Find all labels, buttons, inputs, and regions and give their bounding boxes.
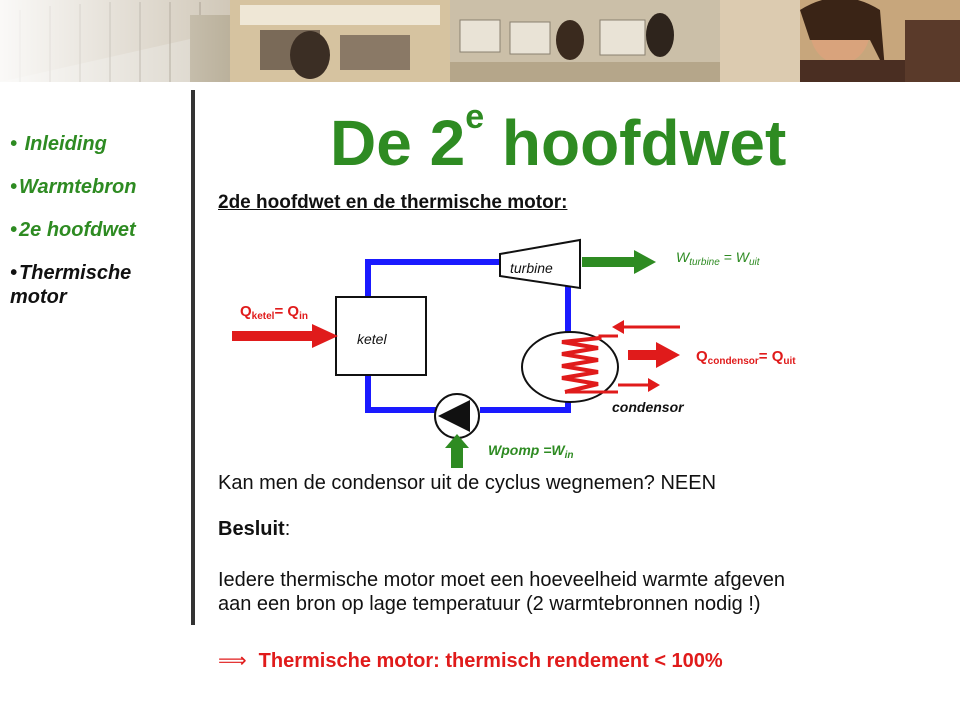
condensor-label: condensor [612,399,684,415]
w-turbine-label: $W_{turbine} = W_{uit}$ [676,249,760,268]
w-pomp-label: Wpomp $=W_{in}$ [488,442,574,461]
besluit-colon: : [284,518,291,540]
condensor-out-arrow [618,378,660,392]
nav-item-inleiding[interactable] [10,132,180,156]
banner-photo [0,0,960,82]
nav-item-label: 2e hoofdwet [19,219,136,241]
section-subtitle: 2de hoofdwet en de thermische motor: [218,192,568,213]
header-banner [0,0,960,82]
q-condensor-arrow [628,342,680,368]
q-ketel-arrow [232,324,338,348]
result-text: Thermische motor: thermisch rendement < 100% [258,650,723,672]
ketel-label: ketel [357,331,387,347]
nav-bullet: • [10,262,18,284]
conclusion-text [218,568,785,616]
nav-item-warmtebron[interactable] [10,175,180,199]
title-superscript: e [465,98,485,136]
nav-bullet: • [10,176,18,198]
w-pomp-arrow [445,434,469,468]
question-text: Kan men de condensor uit de cyclus wegnemen? NEEN [218,472,717,494]
implies-icon: ⟹ [218,650,247,672]
nav-item-2e-hoofdwet[interactable] [10,218,180,242]
thermal-cycle-diagram [215,228,815,473]
nav-item-label: Inleiding [24,133,107,155]
q-condensor-label: $Q_{condensor}= Q_{uit}$ [696,348,796,367]
title-rest: hoofdwet [484,107,787,179]
page-title [330,98,787,180]
nav-bullet: • [10,219,18,241]
side-nav [10,132,180,328]
nav-bullet: • [10,133,18,155]
title-main: De 2 [330,107,466,179]
vertical-divider [191,90,195,625]
w-turbine-arrow [582,250,656,274]
besluit-label: Besluit [218,518,285,540]
besluit-heading [218,518,290,541]
nav-item-thermische-motor[interactable] [10,261,160,309]
condensor-in-arrow [612,320,680,334]
conclusion-line-2: aan een bron op lage temperatuur (2 warmtebronnen nodig !) [218,593,761,615]
q-ketel-label: $Q_{ketel}= Q_{in}$ [240,303,308,322]
nav-item-label: Thermische motor [10,262,132,308]
turbine-label: turbine [510,260,553,276]
nav-item-label: Warmtebron [19,176,137,198]
result-statement [218,648,723,673]
conclusion-line-1: Iedere thermische motor moet een hoeveelheid warmte afgeven [218,569,785,591]
